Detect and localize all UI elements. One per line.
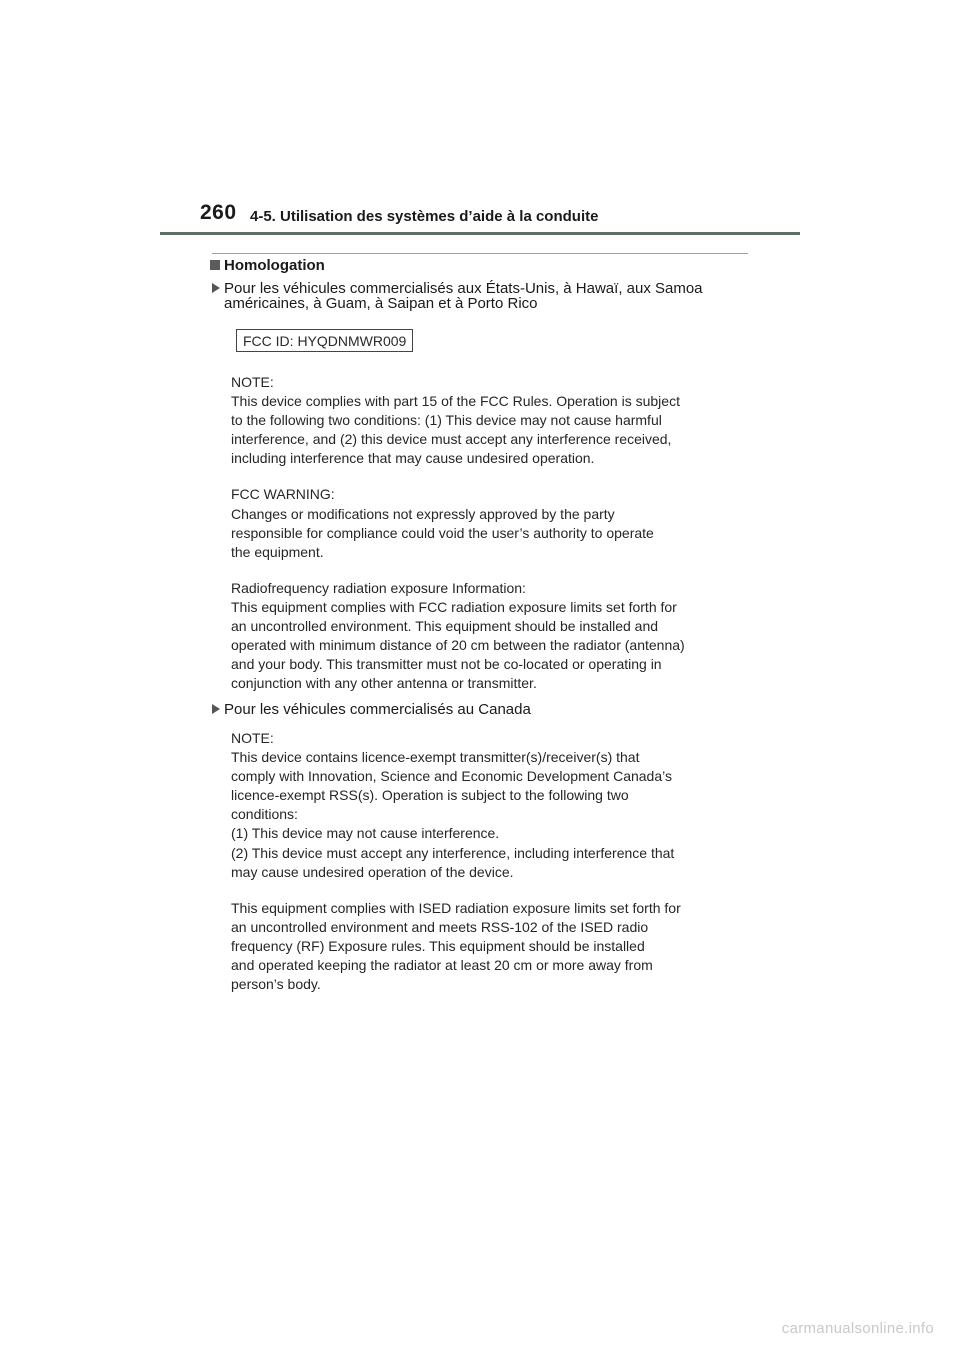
fcc-id-box: FCC ID: HYQDNMWR009 [236, 329, 413, 352]
fcc-warning-line: Changes or modifications not expressly approved by the party [231, 505, 615, 522]
ised-line: and operated keeping the radiator at least 20 cm or more away from [231, 957, 653, 974]
canada-note-line: (1) This device may not cause interference. [231, 825, 500, 842]
header-rule [160, 232, 800, 235]
usa-notice-block [231, 373, 751, 693]
triangle-bullet-icon [212, 283, 220, 293]
canada-note-line: may cause undesired operation of the device. [231, 863, 514, 880]
usa-note-line: NOTE: [231, 374, 274, 390]
paragraph-gap [231, 468, 751, 485]
usa-note-line: to the following two conditions: (1) This device may not cause harmful [231, 412, 662, 429]
canada-note-line: This device contains licence-exempt transmitter(s)/receiver(s) that [231, 749, 640, 766]
paragraph-gap [231, 562, 751, 579]
fcc-warning-line: FCC WARNING: [231, 486, 335, 503]
usa-bullet [212, 281, 703, 311]
usa-bullet-line-2: américaines, à Guam, à Saipan et à Porto Rico [224, 295, 538, 312]
watermark: carmanualsonline.info [781, 1320, 934, 1337]
page-number: 260 [200, 201, 237, 224]
section-rule [212, 253, 748, 254]
radiation-line: an uncontrolled environment. This equipment should be installed and [231, 618, 659, 635]
ised-line: This equipment complies with ISED radiation exposure limits set forth for [231, 899, 681, 916]
fcc-warning-line: the equipment. [231, 543, 324, 560]
ised-line: frequency (RF) Exposure rules. This equipment should be installed [231, 937, 645, 954]
radiation-line: conjunction with any other antenna or transmitter. [231, 675, 537, 692]
canada-note-line: comply with Innovation, Science and Economic Development Canada’s [231, 768, 672, 785]
section-heading [210, 257, 325, 274]
ised-line: an uncontrolled environment and meets RSS-102 of the ISED radio [231, 918, 649, 935]
canada-bullet [212, 702, 531, 717]
fcc-warning-line: responsible for compliance could void the user’s authority to operate [231, 524, 654, 541]
radiation-line: operated with minimum distance of 20 cm between the radiator (antenna) [231, 637, 685, 654]
ised-line: person’s body. [231, 976, 321, 993]
canada-note-line: conditions: [231, 806, 298, 823]
usa-note-line: This device complies with part 15 of the FCC Rules. Operation is subject [231, 393, 680, 410]
usa-note-line: including interference that may cause undesired operation. [231, 450, 595, 467]
usa-bullet-line-1: Pour les véhicules commercialisés aux États-Unis, à Hawaï, aux Samoa [224, 280, 703, 297]
canada-note-line: licence-exempt RSS(s). Operation is subject to the following two [231, 787, 629, 804]
square-bullet-icon [210, 260, 220, 270]
canada-notice-block [231, 729, 751, 994]
canada-bullet-text: Pour les véhicules commercialisés au Canada [224, 701, 531, 718]
paragraph-gap [231, 882, 751, 899]
canada-note-line: (2) This device must accept any interference, including interference that [231, 844, 675, 861]
triangle-bullet-icon [212, 704, 220, 714]
section-heading-text: Homologation [224, 257, 325, 274]
radiation-line: and your body. This transmitter must not be co-located or operating in [231, 656, 662, 673]
usa-note-line: interference, and (2) this device must accept any interference received, [231, 431, 672, 448]
radiation-line: Radiofrequency radiation exposure Information: [231, 579, 526, 596]
chapter-title: 4-5. Utilisation des systèmes d’aide à la conduite [250, 208, 599, 225]
canada-note-line: NOTE: [231, 730, 274, 746]
radiation-line: This equipment complies with FCC radiation exposure limits set forth for [231, 598, 677, 615]
